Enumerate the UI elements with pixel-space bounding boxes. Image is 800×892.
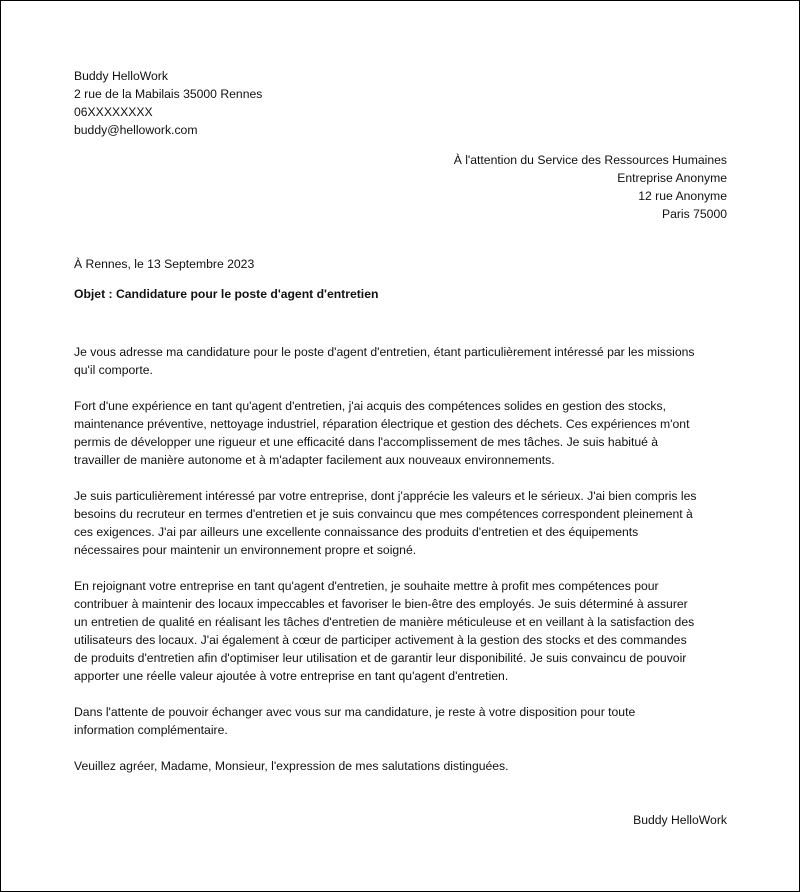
paragraph-closing <box>74 757 730 775</box>
body-line: contribuer à maintenir des locaux impeccables et favoriser le bien-être des employés. Je suis déterminé à assurer <box>74 597 688 611</box>
body-line: Fort d'une expérience en tant qu'agent d'entretien, j'ai acquis des compétences solides en gestion des stocks, <box>74 399 666 413</box>
body-line: qu'il comporte. <box>74 363 153 377</box>
paragraph-motivation <box>74 577 730 685</box>
body-line: utilisateurs des locaux. J'ai également à cœur de participer activement à la gestion des stocks et des commandes <box>74 633 687 647</box>
body-line: permis de développer une rigueur et une efficacité dans l'accomplissement de mes tâches. Je suis habitué à <box>74 435 659 449</box>
paragraph-company-interest <box>74 487 730 559</box>
letter-date: À Rennes, le 13 Septembre 2023 <box>74 257 255 271</box>
body-line: un entretien de qualité en réalisant les tâches d'entretien de manière méticuleuse et en veillant à la satisfaction des <box>74 615 695 629</box>
recipient-company: Entreprise Anonyme <box>617 171 727 185</box>
signature: Buddy HelloWork <box>633 813 727 827</box>
sender-email: buddy@hellowork.com <box>74 123 198 137</box>
body-line: information complémentaire. <box>74 723 228 737</box>
body-line: Veuillez agréer, Madame, Monsieur, l'expression de mes salutations distinguées. <box>74 759 509 773</box>
body-line: En rejoignant votre entreprise en tant qu'agent d'entretien, je souhaite mettre à profit mes compétences pour <box>74 579 659 593</box>
sender-phone: 06XXXXXXXX <box>74 105 153 119</box>
recipient-street: 12 rue Anonyme <box>638 189 727 203</box>
sender-block <box>74 67 262 139</box>
recipient-attention: À l'attention du Service des Ressources Humaines <box>453 153 727 167</box>
body-line: ces exigences. J'ai par ailleurs une excellente connaissance des produits d'entretien et des équipements <box>74 525 639 539</box>
paragraph-intro <box>74 343 730 379</box>
body-line: Je vous adresse ma candidature pour le poste d'agent d'entretien, étant particulièrement intéressé par les missions <box>74 345 695 359</box>
letter-subject: Objet : Candidature pour le poste d'agent d'entretien <box>74 287 379 301</box>
paragraph-experience <box>74 397 730 469</box>
body-line: travailler de manière autonome et à m'adapter facilement aux nouveaux environnements. <box>74 453 555 467</box>
sender-address: 2 rue de la Mabilais 35000 Rennes <box>74 87 263 101</box>
body-line: de produits d'entretien afin d'optimiser leur utilisation et de garantir leur disponibilité. Je suis convaincu de pouvoir <box>74 651 687 665</box>
sender-name: Buddy HelloWork <box>74 69 168 83</box>
body-line: maintenance préventive, nettoyage industriel, réparation électrique et gestion des déchets. Ces expériences m'ont <box>74 417 690 431</box>
body-line: apporter une réelle valeur ajoutée à votre entreprise en tant qu'agent d'entretien. <box>74 669 509 683</box>
recipient-block <box>454 151 727 223</box>
body-line: nécessaires pour maintenir un environnement propre et soigné. <box>74 543 417 557</box>
recipient-city: Paris 75000 <box>661 207 727 221</box>
body-line: Je suis particulièrement intéressé par votre entreprise, dont j'apprécie les valeurs et le sérieux. J'ai bien compris les <box>74 489 697 503</box>
body-line: besoins du recruteur en termes d'entretien et je suis convaincu que mes compétences correspondent pleinement à <box>74 507 693 521</box>
paragraph-availability <box>74 703 730 739</box>
body-line: Dans l'attente de pouvoir échanger avec vous sur ma candidature, je reste à votre disposition pour toute <box>74 705 636 719</box>
letter-body <box>74 343 730 793</box>
